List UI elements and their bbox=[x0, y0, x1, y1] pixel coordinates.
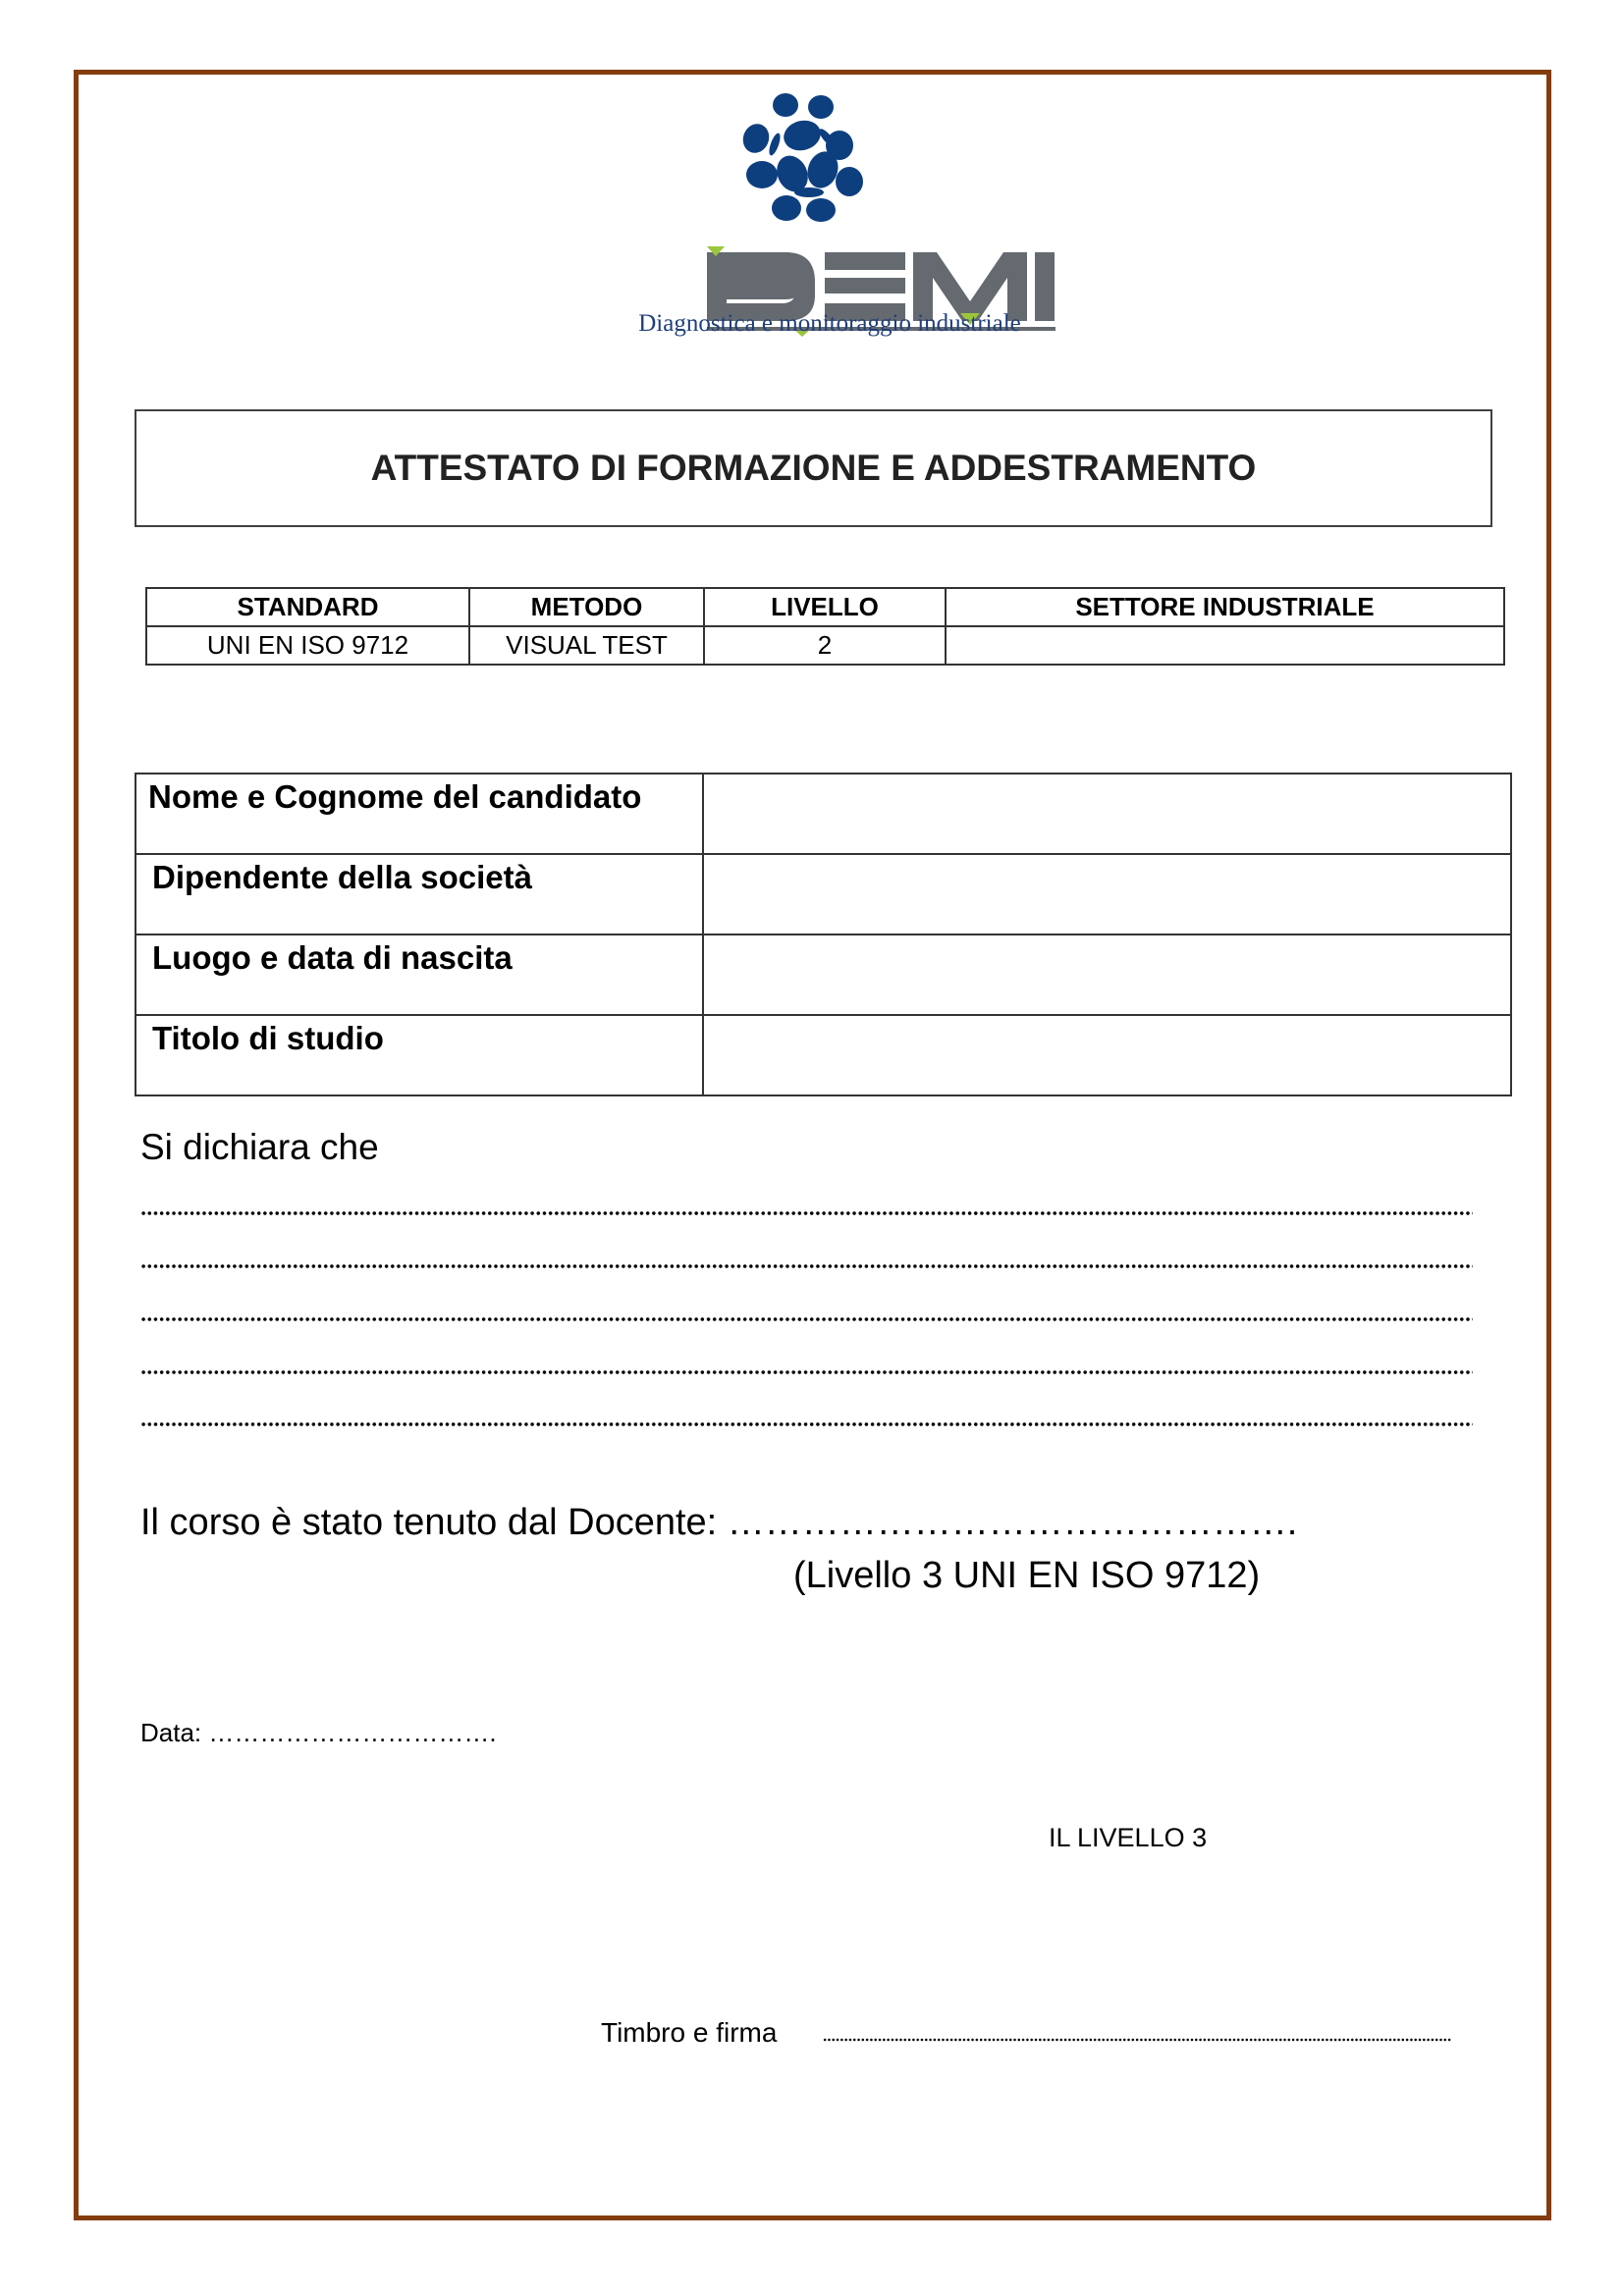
candidate-name-field[interactable] bbox=[703, 774, 1511, 854]
declaration-line-3[interactable] bbox=[140, 1316, 1473, 1322]
signature-role: IL LIVELLO 3 bbox=[1049, 1823, 1208, 1852]
header-standard: STANDARD bbox=[146, 588, 469, 626]
table-row bbox=[135, 934, 1511, 1015]
teacher-qualification: (Livello 3 UNI EN ISO 9712) bbox=[793, 1555, 1261, 1596]
teacher-statement: Il corso è stato tenuto dal Docente: ………………………………………. bbox=[140, 1502, 1298, 1543]
employer-field[interactable] bbox=[703, 854, 1511, 934]
header-livello: LIVELLO bbox=[704, 588, 946, 626]
declaration-line-2[interactable] bbox=[140, 1263, 1473, 1269]
qualification-header-row bbox=[146, 588, 1504, 626]
declaration-line-5[interactable] bbox=[140, 1421, 1473, 1427]
candidate-table bbox=[135, 773, 1512, 1096]
education-field[interactable] bbox=[703, 1015, 1511, 1095]
value-standard: UNI EN ISO 9712 bbox=[146, 626, 469, 665]
birth-place-date-label: Luogo e data di nascita bbox=[135, 934, 703, 1015]
signature-line[interactable] bbox=[823, 2038, 1451, 2042]
education-label: Titolo di studio bbox=[135, 1015, 703, 1095]
value-livello: 2 bbox=[704, 626, 946, 665]
declaration-line-1[interactable] bbox=[140, 1210, 1473, 1216]
date-field[interactable]: Data: ……………………………. bbox=[140, 1718, 497, 1747]
employer-label: Dipendente della società bbox=[135, 854, 703, 934]
qualification-value-row bbox=[146, 626, 1504, 665]
logo-dots-icon bbox=[739, 93, 863, 222]
logo-tagline: Diagnostica e monitoraggio industriale bbox=[638, 310, 1021, 337]
qualification-table bbox=[145, 587, 1505, 666]
candidate-name-label: Nome e Cognome del candidato bbox=[135, 774, 703, 854]
document-title: ATTESTATO DI FORMAZIONE E ADDESTRAMENTO bbox=[370, 448, 1257, 488]
table-row bbox=[135, 774, 1511, 854]
signature-label: Timbro e firma bbox=[601, 2017, 778, 2048]
value-metodo: VISUAL TEST bbox=[469, 626, 704, 665]
birth-place-date-field[interactable] bbox=[703, 934, 1511, 1015]
value-settore-industriale[interactable] bbox=[946, 626, 1504, 665]
table-row bbox=[135, 854, 1511, 934]
title-box bbox=[135, 409, 1492, 527]
declaration-line-4[interactable] bbox=[140, 1369, 1473, 1375]
table-row bbox=[135, 1015, 1511, 1095]
header-metodo: METODO bbox=[469, 588, 704, 626]
declaration-intro: Si dichiara che bbox=[140, 1127, 379, 1167]
header-settore-industriale: SETTORE INDUSTRIALE bbox=[946, 588, 1504, 626]
